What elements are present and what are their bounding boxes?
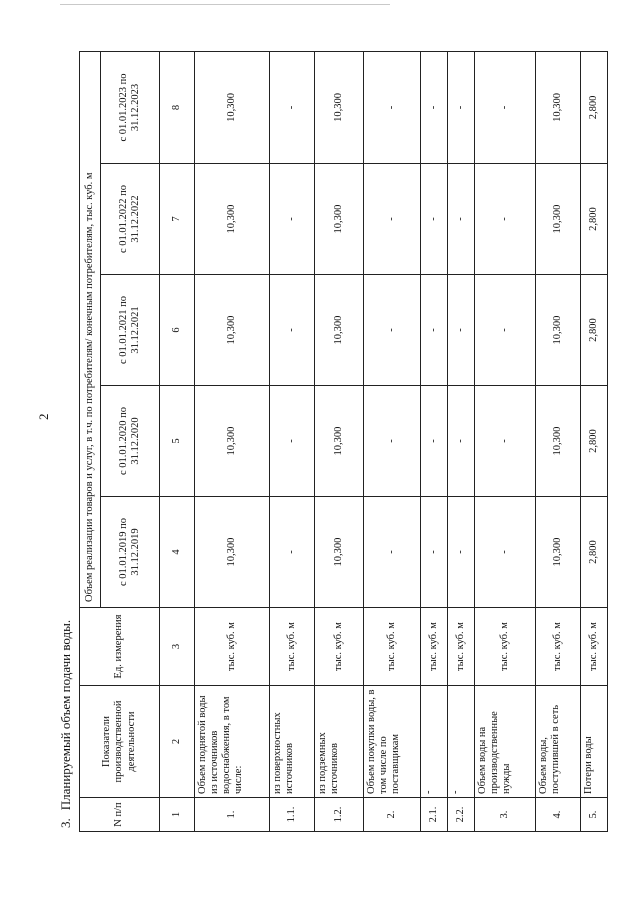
row-unit: тыс. куб. м <box>448 608 475 686</box>
rotated-content <box>53 52 623 832</box>
row-value: - <box>448 275 475 386</box>
row-value: - <box>448 386 475 497</box>
table-row <box>536 51 581 831</box>
row-name: Объем воды, поступившей в сеть <box>536 686 581 798</box>
header-period-2021: с 01.01.2021 по 31.12.2021 <box>101 275 160 386</box>
row-value: - <box>421 275 448 386</box>
row-value: 2,800 <box>581 51 608 163</box>
row-num: 4. <box>536 798 581 832</box>
header-group: Объем реализации товаров и услуг, в т.ч. по потребителям/ конечным потребителям, тыс. куб. м <box>80 51 101 607</box>
row-value: - <box>270 497 315 608</box>
row-value: 2,800 <box>581 164 608 275</box>
row-value: - <box>475 51 536 163</box>
row-value: - <box>421 51 448 163</box>
row-num: 2.2. <box>448 798 475 832</box>
col-number: 4 <box>160 497 195 608</box>
row-value: 10,300 <box>195 497 270 608</box>
row-value: 10,300 <box>195 164 270 275</box>
row-name: Потери воды <box>581 686 608 798</box>
row-value: - <box>421 164 448 275</box>
row-value: 2,800 <box>581 497 608 608</box>
section-number: 3. <box>58 818 73 828</box>
row-value: - <box>421 497 448 608</box>
row-value: 2,800 <box>581 386 608 497</box>
header-period-2022: с 01.01.2022 по 31.12.2022 <box>101 164 160 275</box>
row-value: - <box>364 164 421 275</box>
row-num: 2. <box>364 798 421 832</box>
row-value: - <box>270 386 315 497</box>
row-value: - <box>448 51 475 163</box>
row-num: 2.1. <box>421 798 448 832</box>
row-value: - <box>448 164 475 275</box>
row-value: - <box>421 386 448 497</box>
table-row <box>195 51 270 831</box>
row-name: Объем поднятой воды из источников водоснабжения, в том числе: <box>195 686 270 798</box>
row-value: 10,300 <box>536 275 581 386</box>
col-number: 5 <box>160 386 195 497</box>
header-row <box>80 51 101 831</box>
row-value: - <box>270 164 315 275</box>
row-name: Объем покупки воды, в том числе по поставщикам <box>364 686 421 798</box>
row-value: - <box>448 497 475 608</box>
row-unit: тыс. куб. м <box>581 608 608 686</box>
row-value: 10,300 <box>195 51 270 163</box>
row-value: - <box>475 386 536 497</box>
col-number: 2 <box>160 686 195 798</box>
table-row <box>421 51 448 831</box>
row-value: - <box>364 51 421 163</box>
row-num: 3. <box>475 798 536 832</box>
row-unit: тыс. куб. м <box>364 608 421 686</box>
row-value: 10,300 <box>315 275 364 386</box>
row-num: 5. <box>581 798 608 832</box>
row-value: 2,800 <box>581 275 608 386</box>
row-unit: тыс. куб. м <box>315 608 364 686</box>
header-period-2023: с 01.01.2023 по 31.12.2023 <box>101 51 160 163</box>
col-number: 6 <box>160 275 195 386</box>
row-num: 1. <box>195 798 270 832</box>
row-unit: тыс. куб. м <box>475 608 536 686</box>
row-value: - <box>475 497 536 608</box>
row-value: 10,300 <box>315 164 364 275</box>
row-value: - <box>475 275 536 386</box>
row-num: 1.2. <box>315 798 364 832</box>
row-unit: тыс. куб. м <box>421 608 448 686</box>
row-value: 10,300 <box>536 164 581 275</box>
col-number: 1 <box>160 798 195 832</box>
row-value: - <box>364 497 421 608</box>
header-period-2020: с 01.01.2020 по 31.12.2020 <box>101 386 160 497</box>
row-value: 10,300 <box>536 497 581 608</box>
header-num: N п/п <box>80 798 160 832</box>
table-row <box>364 51 421 831</box>
header-unit: Ед. измерения <box>80 608 160 686</box>
col-number: 7 <box>160 164 195 275</box>
table-row <box>475 51 536 831</box>
section-heading <box>53 52 79 832</box>
row-value: 10,300 <box>315 51 364 163</box>
row-unit: тыс. куб. м <box>536 608 581 686</box>
col-number: 8 <box>160 51 195 163</box>
row-name: из поверхностных источников <box>270 686 315 798</box>
header-indicator: Показатели производственной деятельности <box>80 686 160 798</box>
row-value: - <box>270 51 315 163</box>
row-value: 10,300 <box>536 386 581 497</box>
row-value: 10,300 <box>195 386 270 497</box>
row-name: - <box>448 686 475 798</box>
table-row <box>581 51 608 831</box>
row-name: из подземных источников <box>315 686 364 798</box>
row-name: Объем воды на производственные нужды <box>475 686 536 798</box>
header-period-2019: с 01.01.2019 по 31.12.2019 <box>101 497 160 608</box>
table-row <box>270 51 315 831</box>
row-value: - <box>364 275 421 386</box>
col-number: 3 <box>160 608 195 686</box>
row-name: - <box>421 686 448 798</box>
row-unit: тыс. куб. м <box>195 608 270 686</box>
page-number: 2 <box>36 413 51 420</box>
table-row <box>448 51 475 831</box>
column-number-row <box>160 51 195 831</box>
section-title: Планируемый объем подачи воды. <box>58 619 73 811</box>
row-value: 10,300 <box>315 497 364 608</box>
scan-top-line <box>60 4 390 5</box>
row-value: 10,300 <box>195 275 270 386</box>
row-value: 10,300 <box>315 386 364 497</box>
row-value: - <box>270 275 315 386</box>
row-value: - <box>364 386 421 497</box>
row-value: - <box>475 164 536 275</box>
water-supply-table <box>79 51 608 832</box>
table-row <box>315 51 364 831</box>
row-unit: тыс. куб. м <box>270 608 315 686</box>
row-value: 10,300 <box>536 51 581 163</box>
row-num: 1.1. <box>270 798 315 832</box>
